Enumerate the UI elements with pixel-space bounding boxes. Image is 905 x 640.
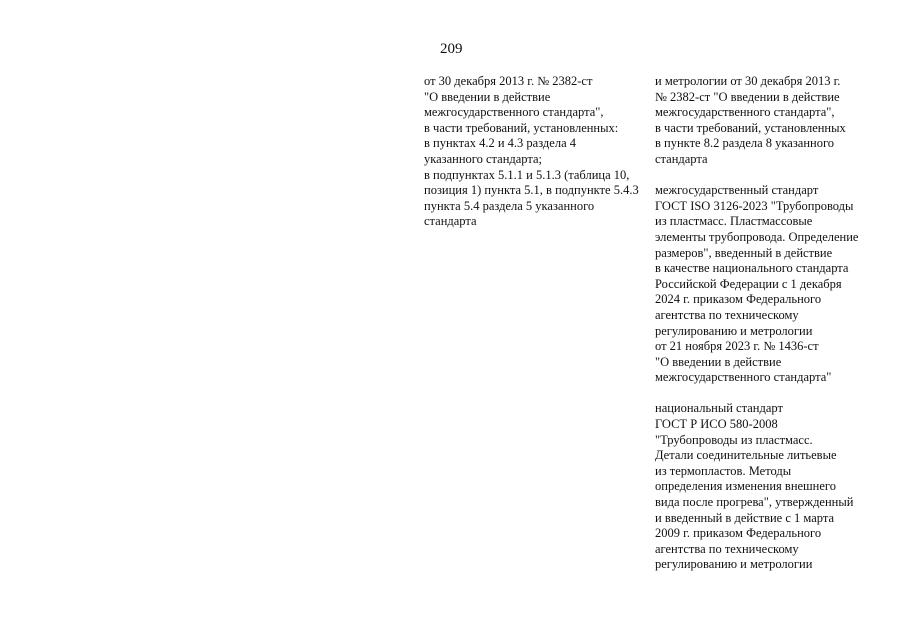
- left-column: [424, 74, 644, 230]
- text-line: определения изменения внешнего: [655, 479, 836, 494]
- text-line: элементы трубопровода. Определение: [655, 229, 859, 244]
- text-line: размеров", введенный в действие: [655, 245, 833, 260]
- text-line: в части требований, установленных:: [424, 120, 619, 135]
- text-line: пункта 5.4 раздела 5 указанного: [424, 198, 595, 213]
- text-line: в качестве национального стандарта: [655, 261, 849, 276]
- text-line: из термопластов. Методы: [655, 463, 792, 478]
- text-block: [655, 183, 895, 386]
- text-line: от 30 декабря 2013 г. № 2382-ст: [424, 74, 593, 88]
- text-line: агентства по техническому: [655, 541, 799, 556]
- text-line: из пластмасс. Пластмассовые: [655, 214, 813, 229]
- text-line: в части требований, установленных: [655, 120, 846, 135]
- text-line: национальный стандарт: [655, 401, 783, 416]
- text-line: регулированию и метрологии: [655, 557, 813, 572]
- text-line: регулированию и метрологии: [655, 323, 813, 338]
- text-line: в пунктах 4.2 и 4.3 раздела 4: [424, 136, 576, 151]
- text-line: № 2382-ст "О введении в действие: [655, 89, 840, 104]
- text-line: в пункте 8.2 раздела 8 указанного: [655, 136, 835, 151]
- right-column: [655, 74, 895, 573]
- text-line: межгосударственного стандарта": [655, 370, 832, 385]
- text-line: от 21 ноября 2023 г. № 1436-ст: [655, 339, 819, 354]
- text-block: [655, 401, 895, 573]
- text-line: стандарта: [655, 151, 708, 166]
- text-line: указанного стандарта;: [424, 151, 543, 166]
- text-line: Российской Федерации с 1 декабря: [655, 276, 842, 291]
- text-line: и введенный в действие с 1 марта: [655, 510, 834, 525]
- text-line: межгосударственного стандарта",: [655, 105, 835, 120]
- text-line: Детали соединительные литьевые: [655, 448, 837, 463]
- text-line: ГОСТ ISO 3126-2023 "Трубопроводы: [655, 198, 854, 213]
- text-line: "О введении в действие: [424, 89, 551, 104]
- text-line: и метрологии от 30 декабря 2013 г.: [655, 74, 841, 88]
- text-line: вида после прогрева", утвержденный: [655, 495, 854, 510]
- text-line: межгосударственного стандарта",: [424, 105, 604, 120]
- text-line: стандарта: [424, 214, 477, 229]
- text-line: ГОСТ Р ИСО 580-2008: [655, 417, 778, 432]
- text-line: позиция 1) пункта 5.1, в подпункте 5.4.3: [424, 183, 639, 198]
- text-line: агентства по техническому: [655, 307, 799, 322]
- text-line: 2009 г. приказом Федерального: [655, 526, 822, 541]
- text-block: [655, 74, 895, 168]
- text-line: "О введении в действие: [655, 354, 782, 369]
- text-line: 2024 г. приказом Федерального: [655, 292, 822, 307]
- text-line: межгосударственный стандарт: [655, 183, 819, 198]
- page-number: 209: [440, 41, 463, 57]
- text-line: в подпунктах 5.1.1 и 5.1.3 (таблица 10,: [424, 167, 630, 182]
- text-line: "Трубопроводы из пластмасс.: [655, 432, 813, 447]
